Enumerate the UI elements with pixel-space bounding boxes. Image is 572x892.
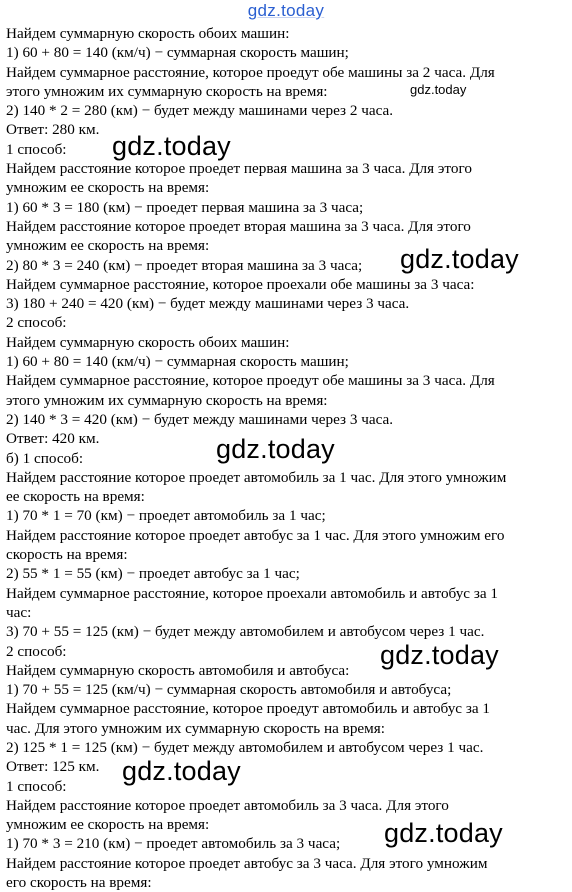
- text-line: Найдем суммарное расстояние, которое проедут обе машины за 2 часа. Для: [6, 63, 495, 81]
- watermark: gdz.today: [216, 434, 335, 464]
- text-line: 2) 125 * 1 = 125 (км) − будет между автомобилем и автобусом через 1 час.: [6, 738, 484, 756]
- watermark: gdz.today: [112, 131, 231, 161]
- text-line: 3) 70 + 55 = 125 (км) − будет между автомобилем и автобусом через 1 час.: [6, 623, 485, 641]
- text-line: скорость на время:: [6, 546, 128, 564]
- text-line: этого умножим их суммарную скорость на время:: [6, 82, 328, 100]
- text-line: 1 способ:: [6, 777, 67, 795]
- text-line: Найдем суммарную скорость обоих машин:: [6, 333, 290, 351]
- text-line: 2 способ:: [6, 642, 67, 660]
- text-line: умножим ее скорость на время:: [6, 237, 210, 255]
- text-line: ее скорость на время:: [6, 488, 145, 506]
- text-line: 1 способ:: [6, 140, 67, 158]
- text-line: Найдем расстояние которое проедет вторая машина за 3 часа. Для этого: [6, 217, 471, 235]
- text-line: 3) 180 + 240 = 420 (км) − будет между машинами через 3 часа.: [6, 295, 410, 313]
- text-line: час:: [6, 603, 32, 621]
- text-line: 1) 60 + 80 = 140 (км/ч) − суммарная скорость машин;: [6, 353, 349, 371]
- text-line: умножим ее скорость на время:: [6, 816, 210, 834]
- watermark: gdz.today: [400, 244, 519, 274]
- text-line: 2) 55 * 1 = 55 (км) − проедет автобус за 1 час;: [6, 565, 300, 583]
- text-line: Найдем суммарное расстояние, которое проехали обе машины за 3 часа:: [6, 275, 475, 293]
- text-line: 1) 70 + 55 = 125 (км/ч) − суммарная скорость автомобиля и автобуса;: [6, 681, 452, 699]
- text-line: Ответ: 125 км.: [6, 758, 100, 776]
- text-line: Найдем суммарную скорость обоих машин:: [6, 25, 290, 42]
- text-line: 2) 140 * 2 = 280 (км) − будет между машинами через 2 часа.: [6, 102, 394, 120]
- text-line: умножим ее скорость на время:: [6, 179, 210, 197]
- text-line: этого умножим их суммарную скорость на время:: [6, 391, 328, 409]
- text-line: Найдем суммарное расстояние, которое проедут обе машины за 3 часа. Для: [6, 372, 495, 390]
- text-line: Найдем расстояние которое проедет автомобиль за 1 час. Для этого умножим: [6, 468, 507, 486]
- watermark: gdz.today: [380, 640, 499, 670]
- text-line: 1) 70 * 1 = 70 (км) − проедет автомобиль за 1 час;: [6, 507, 326, 525]
- text-line: б) 1 способ:: [6, 449, 84, 467]
- text-line: Ответ: 420 км.: [6, 430, 100, 448]
- text-line: 2) 140 * 3 = 420 (км) − будет между машинами через 3 часа.: [6, 410, 394, 428]
- watermark: gdz.today: [122, 756, 241, 786]
- text-line: Найдем суммарное расстояние, которое проедут автомобиль и автобус за 1: [6, 700, 490, 718]
- watermark: gdz.today: [384, 818, 503, 848]
- text-line: 1) 60 + 80 = 140 (км/ч) − суммарная скорость машин;: [6, 44, 349, 62]
- text-line: 1) 70 * 3 = 210 (км) − проедет автомобиль за 3 часа;: [6, 835, 341, 853]
- site-header-watermark: gdz.today: [247, 1, 325, 20]
- text-line: Ответ: 280 км.: [6, 121, 100, 139]
- text-line: Найдем расстояние которое проедет автобус за 1 час. Для этого умножим его: [6, 526, 505, 544]
- text-line: час. Для этого умножим их суммарную скорость на время:: [6, 719, 385, 737]
- text-line: 2 способ:: [6, 314, 67, 332]
- text-line: его скорость на время:: [6, 874, 152, 892]
- watermark: gdz.today: [410, 82, 467, 97]
- text-line: Найдем суммарную скорость автомобиля и автобуса:: [6, 661, 350, 679]
- text-line: Найдем расстояние которое проедет первая машина за 3 часа. Для этого: [6, 160, 472, 178]
- text-line: Найдем расстояние которое проедет автобус за 3 часа. Для этого умножим: [6, 854, 488, 872]
- text-line: 1) 60 * 3 = 180 (км) − проедет первая машина за 3 часа;: [6, 198, 364, 216]
- text-line: 2) 80 * 3 = 240 (км) − проедет вторая машина за 3 часа;: [6, 256, 363, 274]
- text-line: Найдем суммарное расстояние, которое проехали автомобиль и автобус за 1: [6, 584, 498, 602]
- text-line: Найдем расстояние которое проедет автомобиль за 3 часа. Для этого: [6, 796, 449, 814]
